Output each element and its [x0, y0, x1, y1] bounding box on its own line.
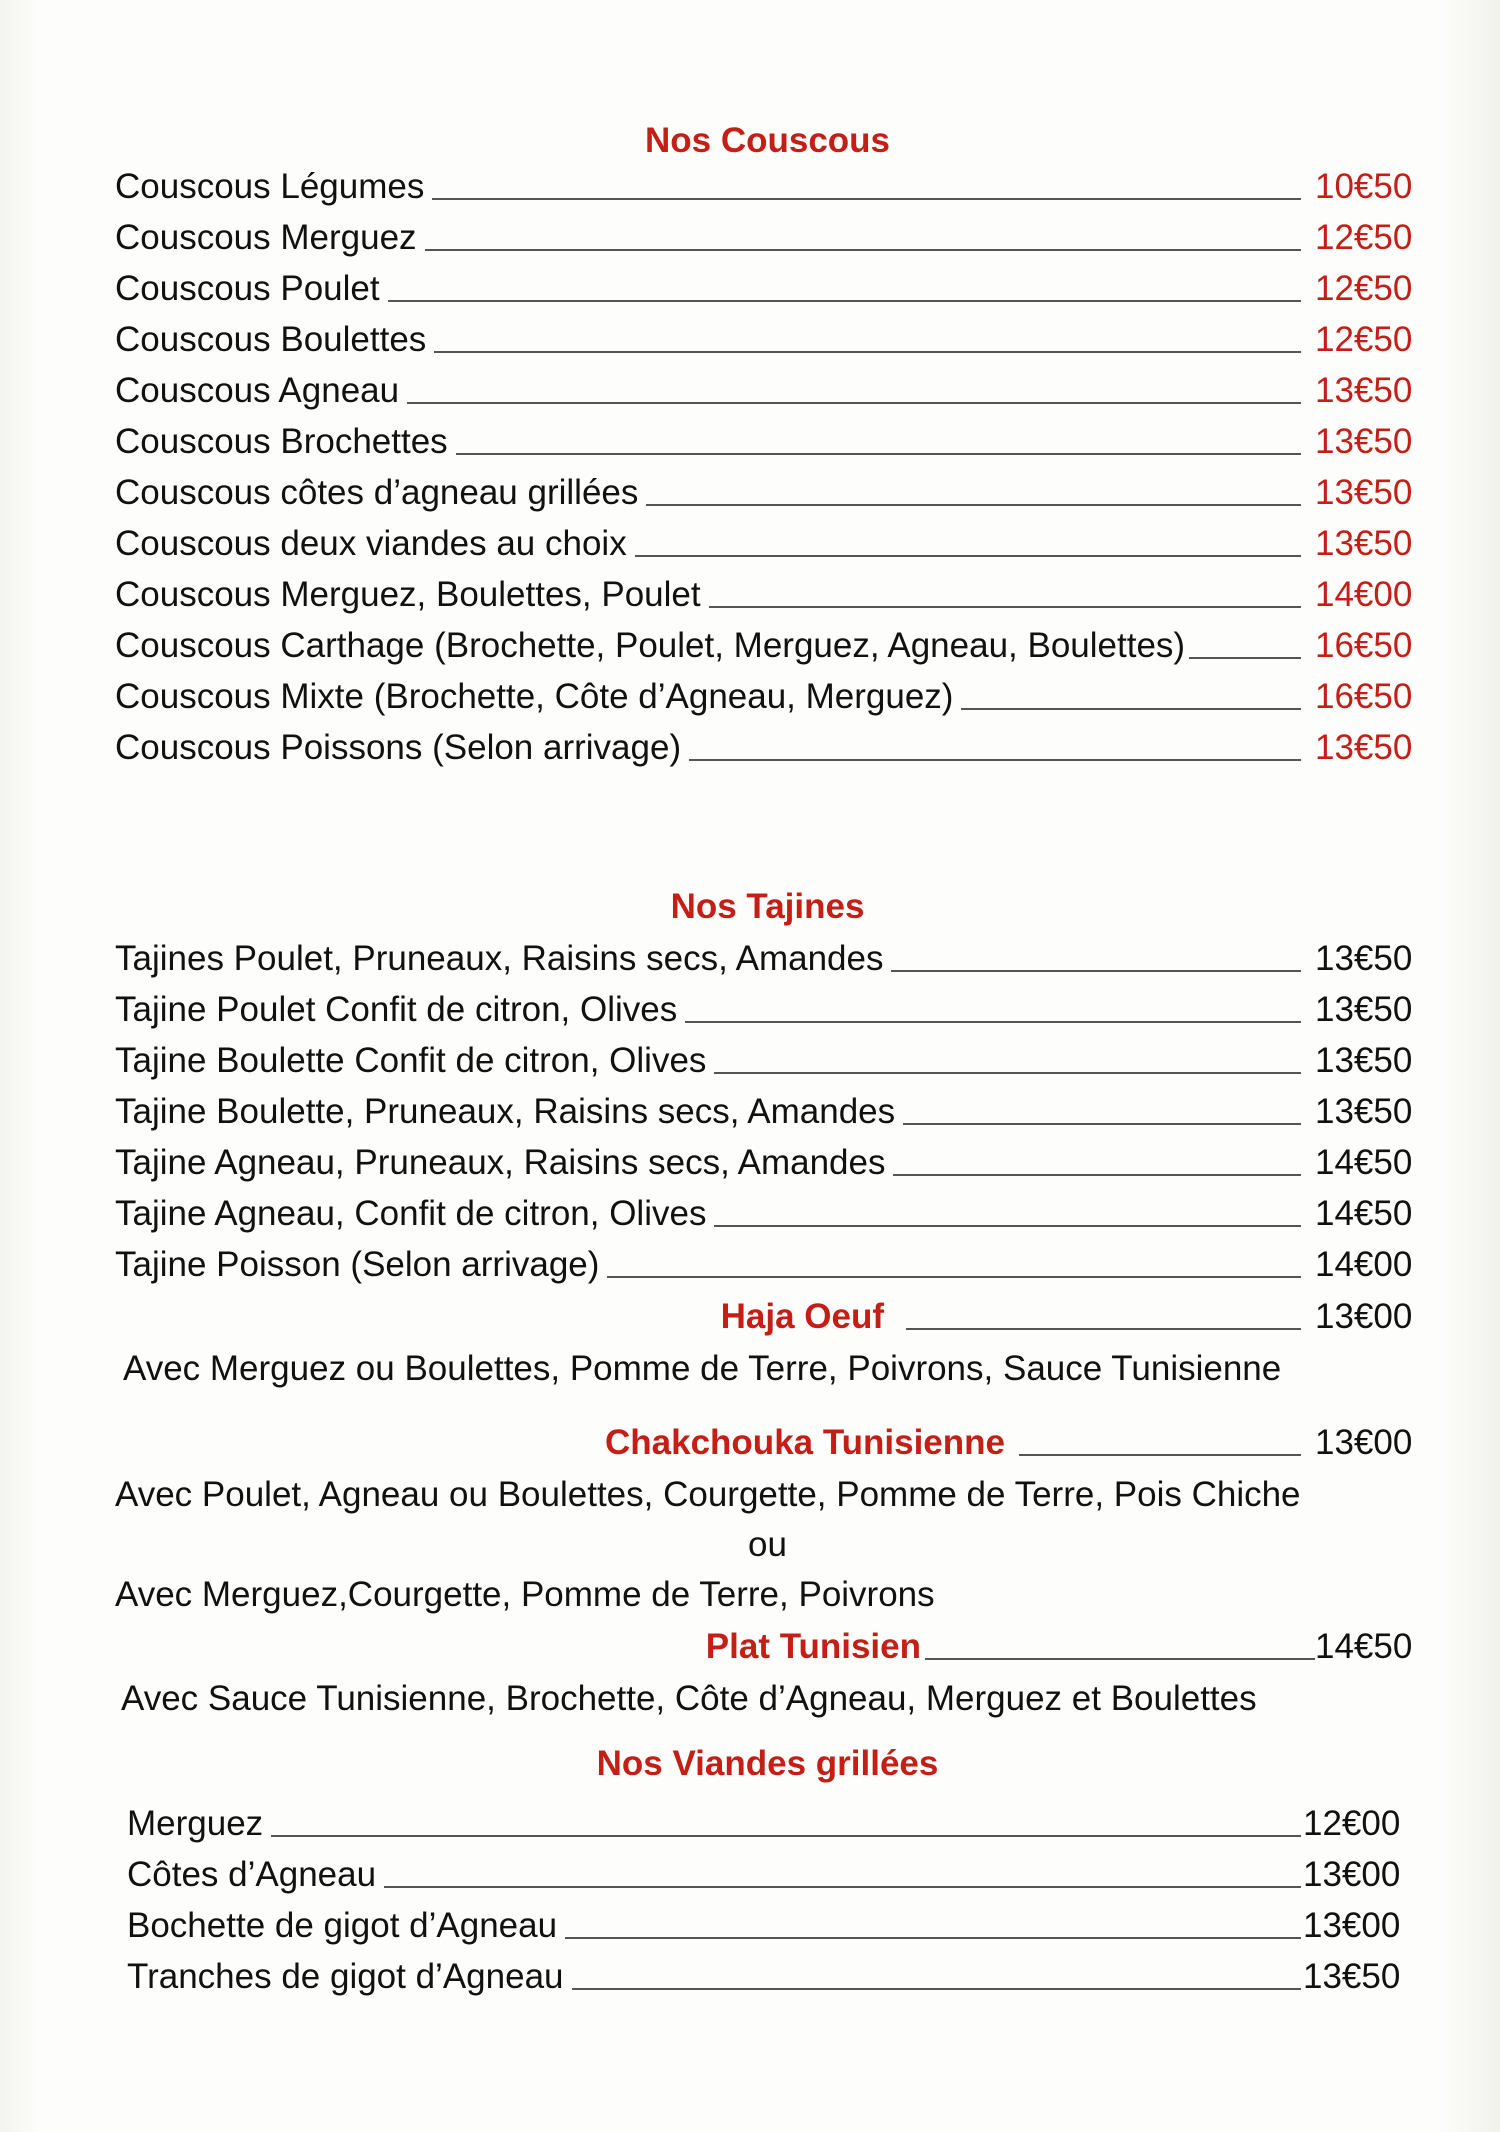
leader-line: [572, 1988, 1301, 1990]
leader-line: [714, 1072, 1301, 1074]
item-name: Bochette de gigot d’Agneau: [127, 1906, 558, 1945]
leader-line: [709, 606, 1301, 608]
menu-item: [115, 416, 1420, 467]
item-price: 10€50: [1315, 167, 1413, 206]
menu-item: [115, 263, 1420, 314]
leader-line: [646, 504, 1301, 506]
item-name: Couscous deux viandes au choix: [115, 524, 627, 563]
item-price: 14€50: [1315, 1143, 1413, 1182]
item-name: Couscous Poissons (Selon arrivage): [115, 728, 682, 767]
menu-item: [115, 365, 1420, 416]
item-price: 12€50: [1315, 320, 1413, 359]
menu-content: [115, 115, 1420, 2002]
item-name: Couscous Poulet: [115, 269, 380, 308]
menu-item: [127, 1798, 1408, 1849]
leader-line: [1189, 657, 1301, 659]
item-price: 12€50: [1315, 269, 1413, 308]
item-price: 13€50: [1315, 473, 1413, 512]
menu-item: [115, 314, 1420, 365]
leader-line: [565, 1937, 1301, 1939]
item-name: Couscous Merguez: [115, 218, 417, 257]
menu-item: [115, 1188, 1420, 1239]
leader-line: [685, 1021, 1301, 1023]
section-title-tajines: Nos Tajines: [670, 887, 865, 926]
section-title-couscous: Nos Couscous: [644, 121, 891, 160]
menu-item: [115, 1035, 1420, 1086]
leader-line: [925, 1658, 1315, 1660]
item-name: Couscous Carthage (Brochette, Poulet, Merguez, Agneau, Boulettes): [115, 626, 1186, 665]
leader-line: [961, 708, 1301, 710]
dish-description: Avec Merguez ou Boulettes, Pomme de Terre, Poivrons, Sauce Tunisienne: [123, 1349, 1282, 1388]
menu-item: [115, 620, 1420, 671]
item-name: Tajine Poisson (Selon arrivage): [115, 1245, 600, 1284]
leader-line: [607, 1276, 1301, 1278]
item-price: 13€00: [1303, 1855, 1401, 1894]
dish-name: Haja Oeuf: [720, 1297, 884, 1336]
item-name: Couscous Boulettes: [115, 320, 427, 359]
item-price: 16€50: [1315, 626, 1413, 665]
item-price: 14€00: [1315, 1245, 1413, 1284]
item-name: Tajine Poulet Confit de citron, Olives: [115, 990, 678, 1029]
menu-item: [115, 518, 1420, 569]
leader-line: [891, 970, 1301, 972]
menu-item: [115, 1137, 1420, 1188]
item-name: Tajine Boulette, Pruneaux, Raisins secs, Amandes: [115, 1092, 896, 1131]
leader-line: [903, 1123, 1301, 1125]
item-name: Merguez: [127, 1804, 264, 1843]
leader-line: [456, 453, 1301, 455]
leader-line: [635, 555, 1301, 557]
dish-name: Plat Tunisien: [705, 1627, 921, 1666]
dish-name: Chakchouka Tunisienne: [605, 1423, 1005, 1462]
leader-line: [425, 249, 1301, 251]
item-price: 13€50: [1315, 728, 1413, 767]
item-price: 13€50: [1315, 1041, 1413, 1080]
menu-item: [115, 984, 1420, 1035]
menu-item: [115, 1086, 1420, 1137]
dish-price: 14€50: [1315, 1627, 1413, 1666]
menu-item: [115, 1239, 1420, 1290]
item-price: 13€50: [1315, 422, 1413, 461]
item-price: 14€00: [1315, 575, 1413, 614]
item-price: 12€50: [1315, 218, 1413, 257]
menu-item: [115, 722, 1420, 773]
item-price: 13€00: [1303, 1906, 1401, 1945]
leader-line: [384, 1886, 1301, 1888]
dish-description: Avec Merguez,Courgette, Pomme de Terre, Poivrons: [115, 1575, 935, 1614]
leader-line: [432, 198, 1301, 200]
leader-line: [1019, 1454, 1301, 1456]
dish-price: 13€00: [1315, 1423, 1413, 1462]
menu-item: [115, 569, 1420, 620]
item-price: 13€50: [1315, 1092, 1413, 1131]
item-name: Couscous Agneau: [115, 371, 400, 410]
item-name: Couscous Mixte (Brochette, Côte d’Agneau, Merguez): [115, 677, 954, 716]
item-name: Couscous Brochettes: [115, 422, 448, 461]
tajines-list: [115, 933, 1420, 1290]
leader-line: [434, 351, 1301, 353]
item-name: Tajines Poulet, Pruneaux, Raisins secs, Amandes: [115, 939, 884, 978]
menu-item: [115, 212, 1420, 263]
item-name: Couscous Merguez, Boulettes, Poulet: [115, 575, 701, 614]
item-price: 13€50: [1315, 371, 1413, 410]
dish-description: Avec Poulet, Agneau ou Boulettes, Courgette, Pomme de Terre, Pois Chiche: [115, 1475, 1301, 1514]
couscous-list: [115, 161, 1420, 773]
item-name: Côtes d’Agneau: [127, 1855, 377, 1894]
menu-item: [127, 1900, 1408, 1951]
leader-line: [689, 759, 1301, 761]
leader-line: [271, 1835, 1301, 1837]
item-name: Couscous Légumes: [115, 167, 425, 206]
leader-line: [407, 402, 1301, 404]
item-name: Tranches de gigot d’Agneau: [127, 1957, 564, 1996]
dish-description-or: ou: [748, 1525, 787, 1564]
leader-line: [714, 1225, 1301, 1227]
item-price: 14€50: [1315, 1194, 1413, 1233]
item-price: 13€50: [1315, 990, 1413, 1029]
item-name: Tajine Agneau, Pruneaux, Raisins secs, Amandes: [115, 1143, 886, 1182]
menu-item: [115, 933, 1420, 984]
dish-plat-tunisien: [115, 1620, 1420, 1674]
item-price: 13€50: [1303, 1957, 1401, 1996]
viandes-list: [115, 1798, 1420, 2002]
dish-haja-oeuf: [115, 1290, 1420, 1344]
leader-line: [388, 300, 1301, 302]
dish-description: Avec Sauce Tunisienne, Brochette, Côte d’Agneau, Merguez et Boulettes: [121, 1679, 1257, 1718]
item-name: Tajine Boulette Confit de citron, Olives: [115, 1041, 707, 1080]
menu-item: [115, 671, 1420, 722]
item-name: Tajine Agneau, Confit de citron, Olives: [115, 1194, 707, 1233]
leader-line: [906, 1328, 1301, 1330]
item-price: 13€50: [1315, 939, 1413, 978]
item-price: 13€50: [1315, 524, 1413, 563]
item-name: Couscous côtes d’agneau grillées: [115, 473, 639, 512]
menu-item: [115, 161, 1420, 212]
leader-line: [893, 1174, 1301, 1176]
menu-item: [127, 1849, 1408, 1900]
menu-item: [127, 1951, 1408, 2002]
item-price: 16€50: [1315, 677, 1413, 716]
item-price: 12€00: [1303, 1804, 1401, 1843]
dish-price: 13€00: [1315, 1297, 1413, 1336]
dish-chakchouka: [115, 1416, 1420, 1470]
section-title-viandes: Nos Viandes grillées: [596, 1744, 939, 1783]
menu-item: [115, 467, 1420, 518]
